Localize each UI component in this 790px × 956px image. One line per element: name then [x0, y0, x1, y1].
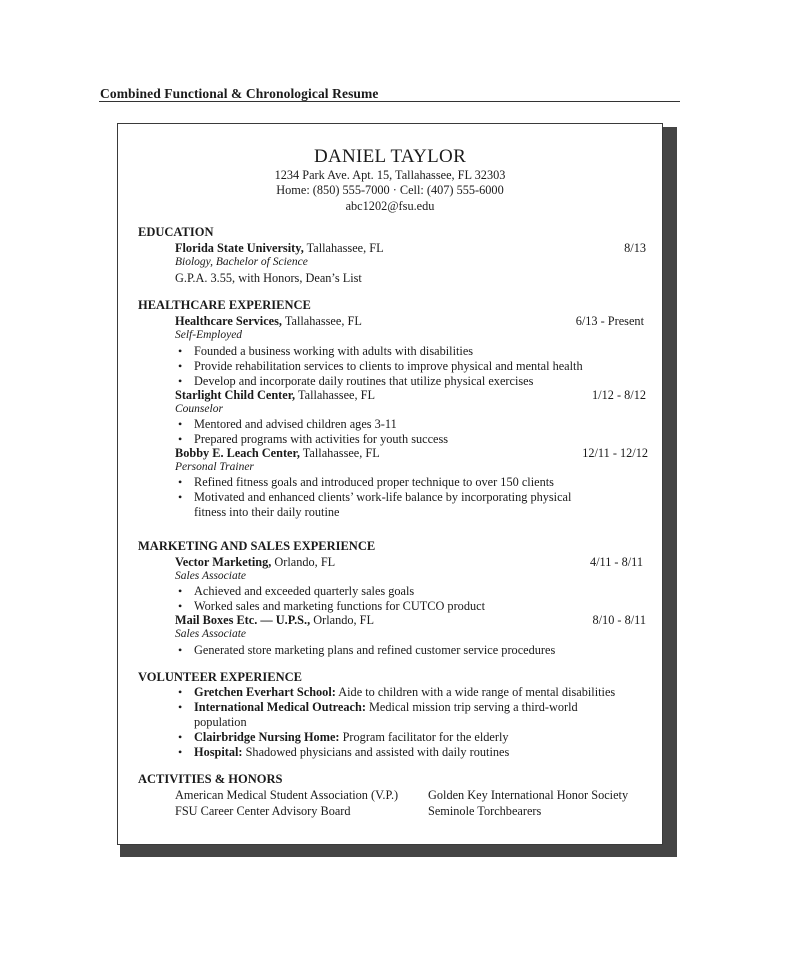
job-role: Self-Employed: [175, 329, 243, 341]
bullet-text: Motivated and enhanced clients’ work-life balance by incorporating physical: [194, 490, 572, 504]
section-heading-education: EDUCATION: [138, 225, 214, 239]
job-title-row: [175, 314, 362, 329]
volunteer-desc: Program facilitator for the elderly: [339, 730, 509, 744]
bullet-icon: •: [178, 359, 183, 373]
resume-phones: Home: (850) 555-7000 · Cell: (407) 555-6000: [276, 183, 504, 197]
bullet-icon: •: [178, 599, 183, 613]
job-date: 12/11 - 12/12: [582, 446, 648, 460]
job-title-row: [175, 388, 375, 403]
job-location: Orlando, FL: [271, 555, 336, 569]
job-title-row: [175, 555, 335, 570]
bullet-text: Mentored and advised children ages 3-11: [194, 417, 397, 431]
bullet-icon: •: [178, 643, 183, 657]
education-gpa: G.P.A. 3.55, with Honors, Dean’s List: [175, 271, 362, 285]
job-role: Personal Trainer: [175, 461, 254, 473]
volunteer-org: Gretchen Everhart School:: [194, 685, 336, 699]
education-school-row: [175, 241, 384, 256]
bullet-icon: •: [178, 745, 183, 759]
job-org: Starlight Child Center,: [175, 388, 296, 402]
education-school: Florida State University,: [175, 241, 304, 255]
bullet-text: Refined fitness goals and introduced proper technique to over 150 clients: [194, 475, 554, 489]
bullet-text: Achieved and exceeded quarterly sales goals: [194, 584, 415, 598]
resume-address: 1234 Park Ave. Apt. 15, Tallahassee, FL 32303: [274, 168, 506, 182]
job-org: Mail Boxes Etc. — U.P.S.,: [175, 613, 311, 627]
job-title-row: [175, 613, 374, 628]
bullet-continuation: fitness into their daily routine: [194, 505, 340, 519]
job-date: 4/11 - 8/11: [589, 555, 643, 569]
resume-email: abc1202@fsu.edu: [345, 199, 435, 213]
bullet-icon: •: [178, 685, 183, 699]
bullet-text: Worked sales and marketing functions for CUTCO product: [194, 599, 485, 613]
volunteer-org: Clairbridge Nursing Home:: [194, 730, 340, 744]
bullet-text: Provide rehabilitation services to clients to improve physical and mental health: [194, 359, 583, 373]
job-org: Vector Marketing,: [175, 555, 272, 569]
job-role: Sales Associate: [175, 570, 247, 582]
bullet-icon: •: [178, 432, 183, 446]
activity-item: FSU Career Center Advisory Board: [175, 804, 351, 818]
bullet-text: Develop and incorporate daily routines that utilize physical exercises: [194, 374, 534, 388]
activity-item: American Medical Student Association (V.P.): [175, 788, 399, 802]
education-date: 8/13: [624, 241, 646, 255]
bullet-text: Generated store marketing plans and refined customer service procedures: [194, 643, 556, 657]
volunteer-org: International Medical Outreach:: [194, 700, 366, 714]
bullet-icon: •: [178, 584, 183, 598]
job-role: Counselor: [175, 403, 223, 415]
job-date: 8/10 - 8/11: [592, 613, 646, 627]
document-header: [99, 87, 680, 102]
bullet-icon: •: [178, 344, 183, 358]
bullet-icon: •: [178, 417, 183, 431]
job-org: Bobby E. Leach Center,: [175, 446, 300, 460]
bullet-icon: •: [178, 490, 183, 504]
bullet-icon: •: [178, 730, 183, 744]
job-location: Tallahassee, FL: [295, 388, 375, 402]
job-location: Tallahassee, FL: [299, 446, 380, 460]
job-title-row: [175, 446, 380, 461]
volunteer-desc: Medical mission trip serving a third-world: [365, 700, 578, 714]
job-location: Orlando, FL: [310, 613, 375, 627]
job-date: 1/12 - 8/12: [592, 388, 646, 402]
job-org: Healthcare Services,: [175, 314, 282, 328]
honor-item: Golden Key International Honor Society: [428, 788, 629, 802]
resume-name: DANIEL TAYLOR: [313, 146, 467, 167]
job-location: Tallahassee, FL: [282, 314, 362, 328]
resume-page: [117, 123, 663, 845]
bullet-text: Founded a business working with adults with disabilities: [194, 344, 474, 358]
section-heading-marketing: MARKETING AND SALES EXPERIENCE: [138, 539, 376, 553]
education-location: Tallahassee, FL: [303, 241, 384, 255]
document-header-title: Combined Functional & Chronological Resume: [100, 86, 379, 101]
bullet-icon: •: [178, 475, 183, 489]
job-role: Sales Associate: [175, 628, 247, 640]
honor-item: Seminole Torchbearers: [428, 804, 542, 818]
volunteer-org: Hospital:: [194, 745, 243, 759]
education-degree: Biology, Bachelor of Science: [175, 256, 308, 268]
bullet-icon: •: [178, 700, 183, 714]
volunteer-continuation: population: [194, 715, 247, 729]
section-heading-healthcare: HEALTHCARE EXPERIENCE: [138, 298, 311, 312]
volunteer-desc: Aide to children with a wide range of mental disabilities: [335, 685, 616, 699]
section-heading-activities: ACTIVITIES & HONORS: [138, 772, 283, 786]
bullet-icon: •: [178, 374, 183, 388]
volunteer-desc: Shadowed physicians and assisted with daily routines: [242, 745, 510, 759]
job-date: 6/13 - Present: [575, 314, 644, 328]
bullet-text: Prepared programs with activities for youth success: [194, 432, 449, 446]
section-heading-volunteer: VOLUNTEER EXPERIENCE: [138, 670, 303, 684]
